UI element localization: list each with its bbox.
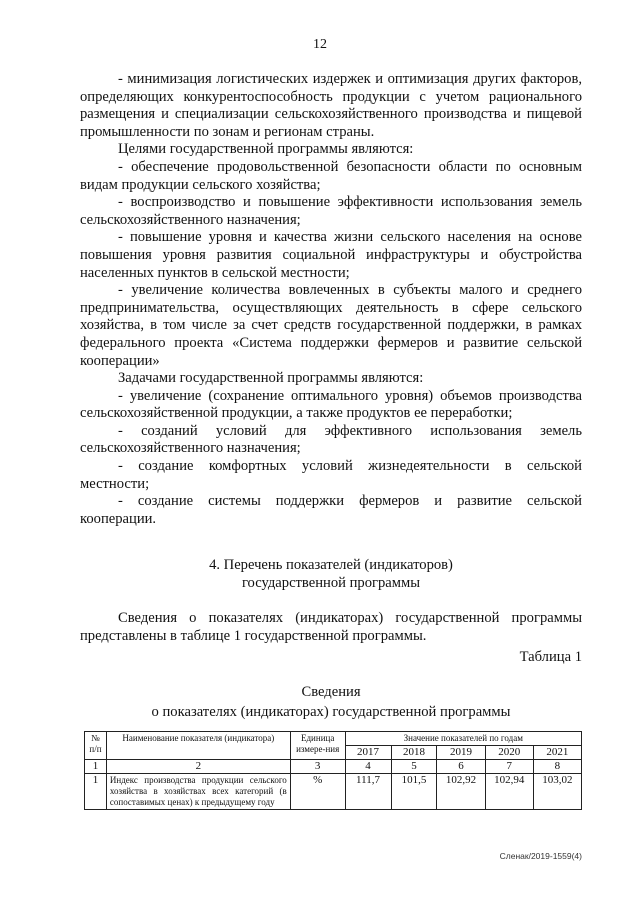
paragraph: Задачами государственной программы являются:	[118, 370, 424, 387]
col-number: 2	[106, 760, 290, 774]
row-value-2019: 102,92	[437, 774, 485, 810]
year-2018: 2018	[391, 746, 437, 760]
intro-text	[80, 610, 582, 645]
section-title	[80, 556, 582, 592]
row-num: 1	[85, 774, 107, 810]
section-title-line1: 4. Перечень показателей (индикаторов)	[209, 557, 453, 573]
header-unit: Единица измере-ния	[290, 732, 345, 760]
section-title-line2: государственной программы	[241, 575, 421, 591]
row-value-2018: 101,5	[391, 774, 437, 810]
row-value-2021: 103,02	[533, 774, 581, 810]
row-value-2020: 102,94	[485, 774, 533, 810]
paragraph: - повышение уровня и качества жизни сельского населения на основе повышения уровня развития социальной инфраструктуры и обустройства населенных пунктов в сельской местности;	[80, 229, 582, 281]
body-text	[80, 71, 582, 528]
row-name: Индекс производства продукции сельского хозяйства в хозяйствах всех категорий (в сопоставимых ценах) к предыдущему году	[106, 774, 290, 810]
table-header-row	[85, 732, 582, 746]
page-number: 12	[313, 37, 327, 52]
col-number: 8	[533, 760, 581, 774]
col-number: 4	[345, 760, 391, 774]
footer-reference: Сленак/2019-1559(4)	[499, 851, 582, 861]
year-2021: 2021	[533, 746, 581, 760]
row-unit: %	[290, 774, 345, 810]
paragraph: - обеспечение продовольственной безопасности области по основным видам продукции сельского хозяйства;	[80, 158, 582, 193]
table-caption-line2: о показателях (индикаторах) государственной программы	[151, 704, 511, 720]
header-num: № п/п	[85, 732, 107, 760]
col-number: 7	[485, 760, 533, 774]
year-2017: 2017	[345, 746, 391, 760]
paragraph: - увеличение (сохранение оптимального уровня) объемов производства сельскохозяйственной продукции, а также продуктов ее переработки;	[80, 387, 582, 422]
col-number: 5	[391, 760, 437, 774]
indicators-table	[84, 731, 582, 810]
paragraph: - создание комфортных условий жизнедеятельности в сельской местности;	[80, 458, 582, 492]
row-value-2017: 111,7	[345, 774, 391, 810]
table-col-numbers-row	[85, 760, 582, 774]
table-label: Таблица 1	[519, 649, 582, 665]
paragraph: - минимизация логистических издержек и оптимизация других факторов, определяющих конкурентоспособность продукции с учетом рационального размещения и специализации сельскохозяйственного производства и пищевой промышленности по зонам и регионам страны.	[80, 71, 582, 140]
intro-paragraph: Сведения о показателях (индикаторах) государственной программы представлены в таблице 1 государственной программы.	[80, 610, 582, 644]
col-number: 1	[85, 760, 107, 774]
paragraph: - воспроизводство и повышение эффективности использования земель сельскохозяйственного назначения;	[80, 194, 582, 228]
paragraph: - созданий условий для эффективного использования земель сельскохозяйственного назначения;	[80, 422, 582, 457]
table-caption-line1: Сведения	[301, 684, 361, 700]
col-number: 6	[437, 760, 485, 774]
paragraph: - увеличение количества вовлеченных в субъекты малого и среднего предпринимательства, осуществляющих деятельность в сфере сельского хозяйства, в том числе за счет средств государственной поддержки, в рамках федерального проекта «Система поддержки фермеров и развитие сельской кооперации»	[80, 282, 582, 369]
table-row	[85, 774, 582, 810]
paragraph: Целями государственной программы являются:	[118, 141, 414, 158]
col-number: 3	[290, 760, 345, 774]
header-values: Значение показателей по годам	[345, 732, 581, 746]
table-caption	[80, 682, 582, 722]
paragraph: - создание системы поддержки фермеров и развитие сельской кооперации.	[80, 493, 582, 527]
year-2019: 2019	[437, 746, 485, 760]
year-2020: 2020	[485, 746, 533, 760]
header-name: Наименование показателя (индикатора)	[106, 732, 290, 760]
